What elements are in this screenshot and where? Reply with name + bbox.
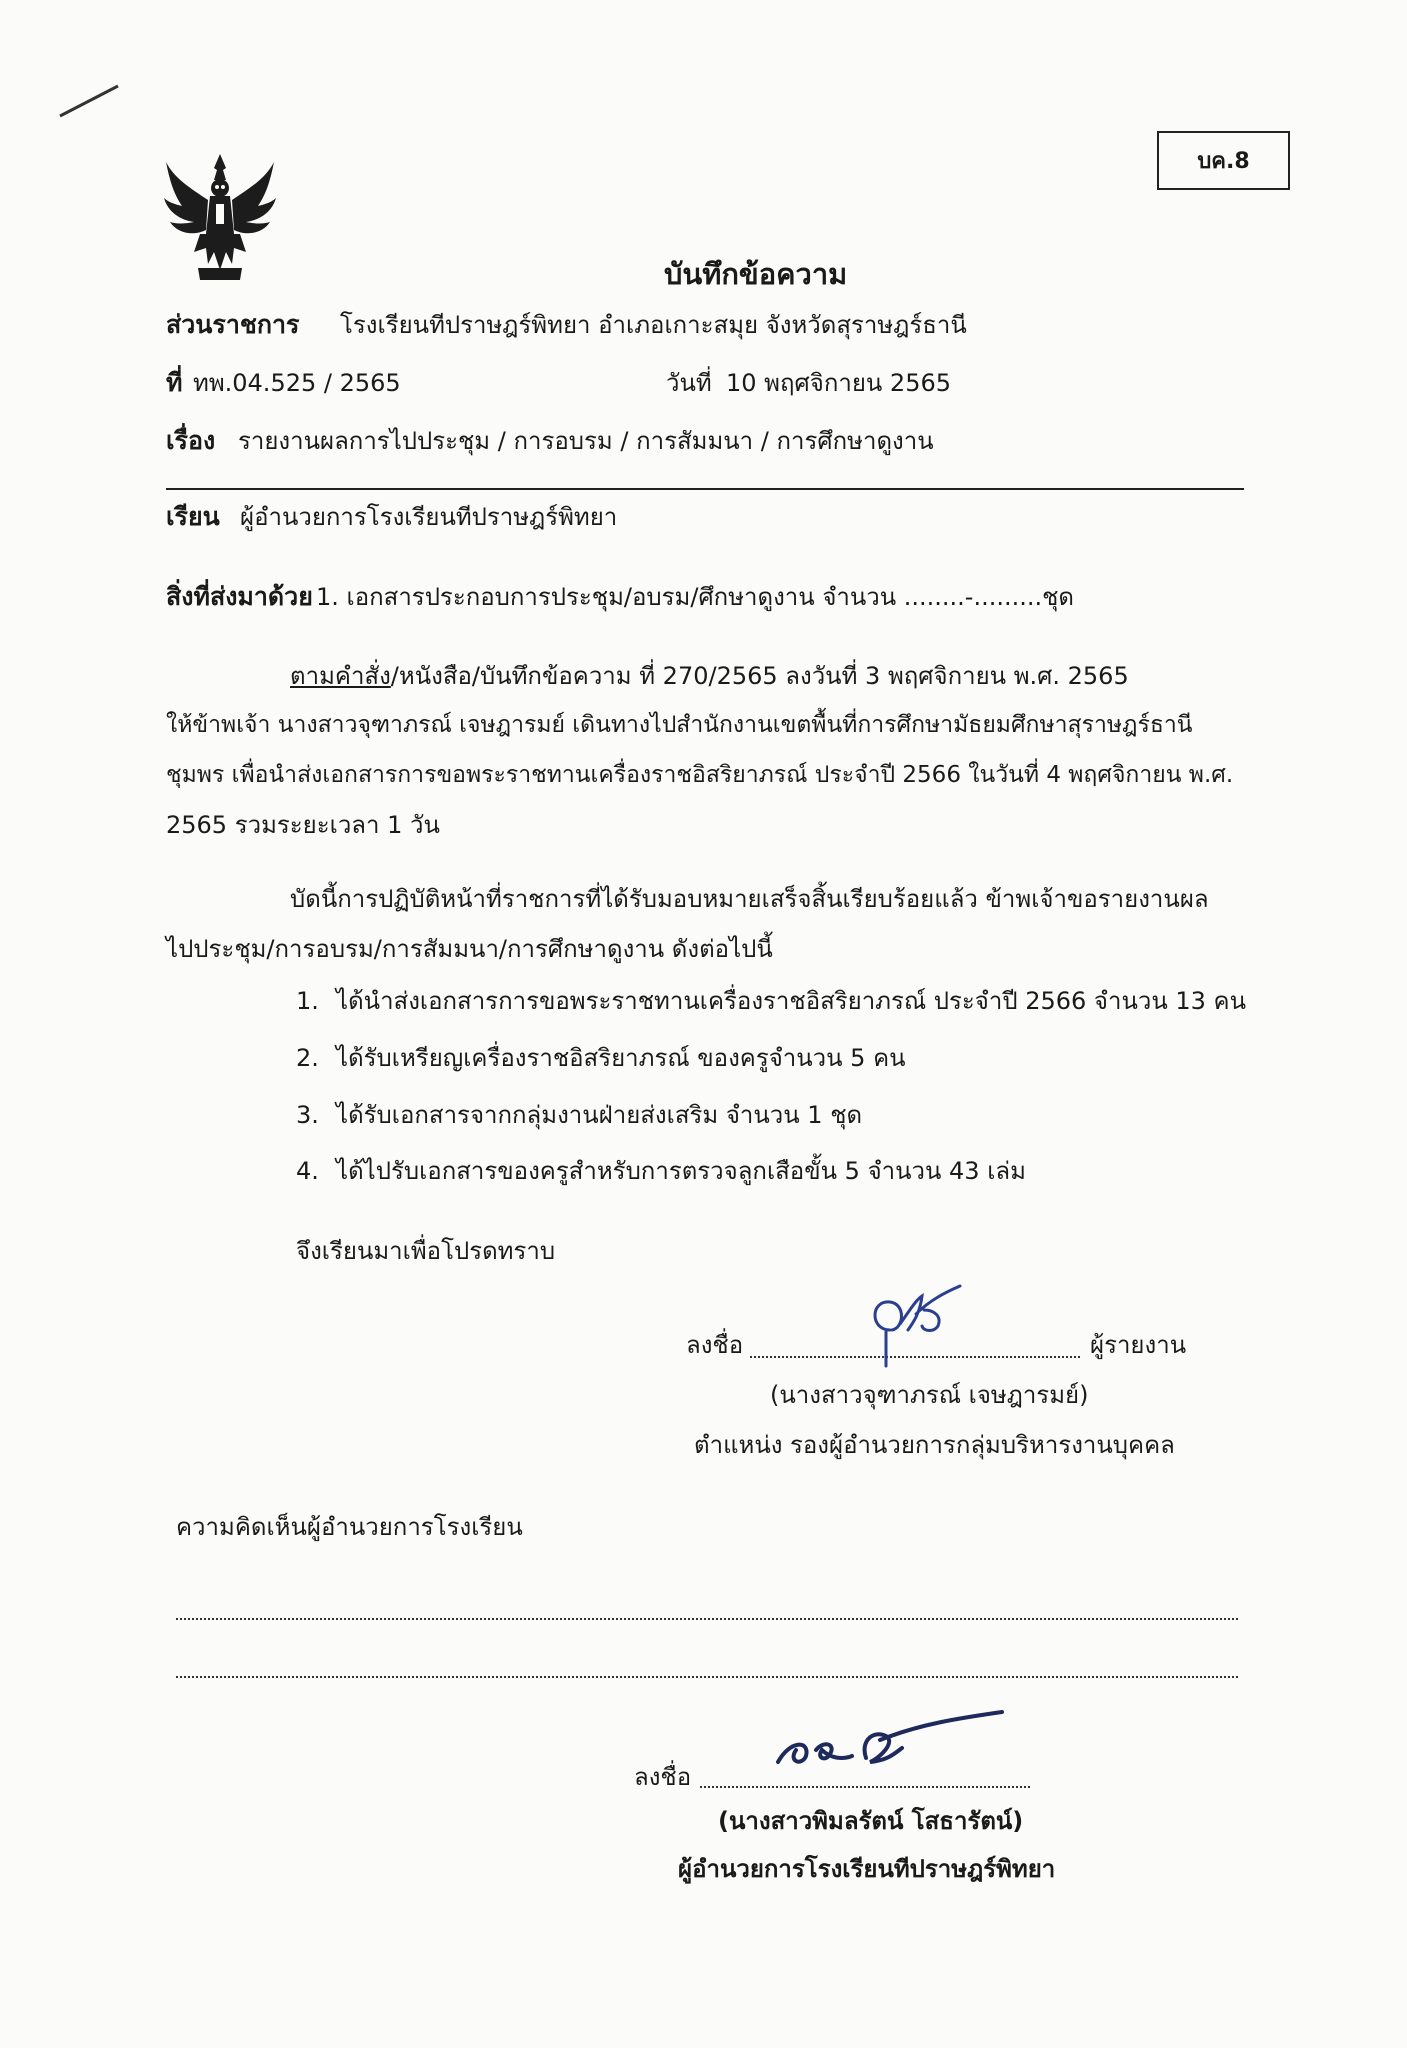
closing-text: จึงเรียนมาเพื่อโปรดทราบ	[296, 1237, 556, 1265]
list-item-text: ได้นำส่งเอกสารการขอพระราชทานเครื่องราชอิสริยาภรณ์ ประจำปี 2566 จำนวน 13 คน	[336, 987, 1246, 1015]
enclosure-label: สิ่งที่ส่งมาด้วย	[166, 582, 313, 611]
ref-label: ที่	[166, 368, 183, 397]
list-item-number: 1.	[296, 987, 319, 1015]
paragraph-1-line-4: 2565 รวมระยะเวลา 1 วัน	[166, 811, 440, 839]
agency-label: ส่วนราชการ	[166, 310, 300, 339]
reporter-sign-label: ลงชื่อ	[686, 1331, 744, 1359]
reporter-signature	[850, 1270, 970, 1370]
date-value: 10 พฤศจิกายน 2565	[726, 369, 951, 397]
paragraph-1-line-1	[290, 661, 1244, 691]
reporter-name: (นางสาวจุฑาภรณ์ เจษฎารมย์)	[770, 1381, 1089, 1409]
director-sign-label: ลงชื่อ	[634, 1763, 692, 1791]
director-signature	[770, 1700, 1010, 1780]
form-code-box: บค.8	[1157, 131, 1290, 190]
director-position: ผู้อำนวยการโรงเรียนทีปราษฎร์พิทยา	[678, 1855, 1056, 1883]
reporter-role: ผู้รายงาน	[1090, 1331, 1187, 1359]
header-divider	[166, 488, 1244, 490]
date-label: วันที่	[666, 369, 712, 397]
to-value: ผู้อำนวยการโรงเรียนทีปราษฎร์พิทยา	[240, 503, 618, 531]
subject-value: รายงานผลการไปประชุม / การอบรม / การสัมมนา / การศึกษาดูงาน	[238, 427, 934, 455]
to-label: เรียน	[166, 502, 220, 531]
list-item-number: 3.	[296, 1101, 319, 1129]
comment-line-1	[176, 1618, 1238, 1620]
garuda-emblem-icon	[160, 148, 280, 284]
director-comment-label: ความคิดเห็นผู้อำนวยการโรงเรียน	[176, 1513, 523, 1541]
paragraph-1-line-3: ชุมพร เพื่อนำส่งเอกสารการขอพระราชทานเครื่องราชอิสริยาภรณ์ ประจำปี 2566 ในวันที่ 4 พฤศจิกายน พ.ศ.	[166, 762, 1234, 788]
reporter-position-label: ตำแหน่ง	[694, 1431, 783, 1459]
list-item-text: ได้รับเอกสารจากกลุ่มงานฝ่ายส่งเสริม จำนวน 1 ชุด	[336, 1101, 863, 1129]
list-item-number: 4.	[296, 1157, 319, 1185]
enclosure-value: 1. เอกสารประกอบการประชุม/อบรม/ศึกษาดูงาน จำนวน ........-.........ชุด	[316, 583, 1075, 611]
list-item-number: 2.	[296, 1044, 319, 1072]
list-item-text: ได้ไปรับเอกสารของครูสำหรับการตรวจลูกเสือขั้น 5 จำนวน 43 เล่ม	[336, 1157, 1026, 1185]
paragraph-2-line-2: ไปประชุม/การอบรม/การสัมมนา/การศึกษาดูงาน ดังต่อไปนี้	[166, 935, 773, 963]
agency-value: โรงเรียนทีปราษฎร์พิทยา อำเภอเกาะสมุย จังหวัดสุราษฎร์ธานี	[340, 311, 967, 339]
order-underlined: ตามคำสั่ง	[290, 662, 391, 690]
reporter-position-value: รองผู้อำนวยการกลุ่มบริหารงานบุคคล	[790, 1431, 1175, 1459]
page-title: บันทึกข้อความ	[664, 257, 848, 291]
director-sign-line	[700, 1786, 1030, 1788]
director-name: (นางสาวพิมลรัตน์ โสธารัตน์)	[718, 1807, 1024, 1835]
comment-line-2	[176, 1676, 1238, 1678]
pen-mark	[58, 82, 122, 120]
paragraph-1-line-2: ให้ข้าพเจ้า นางสาวจุฑาภรณ์ เจษฎารมย์ เดินทางไปสำนักงานเขตพื้นที่การศึกษามัธยมศึกษาสุราษฎร์ธานี	[166, 712, 1193, 738]
paragraph-1-line-1-rest: /หนังสือ/บันทึกข้อความ ที่ 270/2565 ลงวันที่ 3 พฤศจิกายน พ.ศ. 2565	[390, 662, 1129, 690]
paragraph-2-line-1: บัดนี้การปฏิบัติหน้าที่ราชการที่ได้รับมอบหมายเสร็จสิ้นเรียบร้อยแล้ว ข้าพเจ้าขอรายงานผล	[290, 885, 1209, 913]
list-item-text: ได้รับเหรียญเครื่องราชอิสริยาภรณ์ ของครูจำนวน 5 คน	[336, 1044, 906, 1072]
subject-label: เรื่อง	[166, 426, 216, 455]
ref-value: ทพ.04.525 / 2565	[193, 369, 401, 397]
